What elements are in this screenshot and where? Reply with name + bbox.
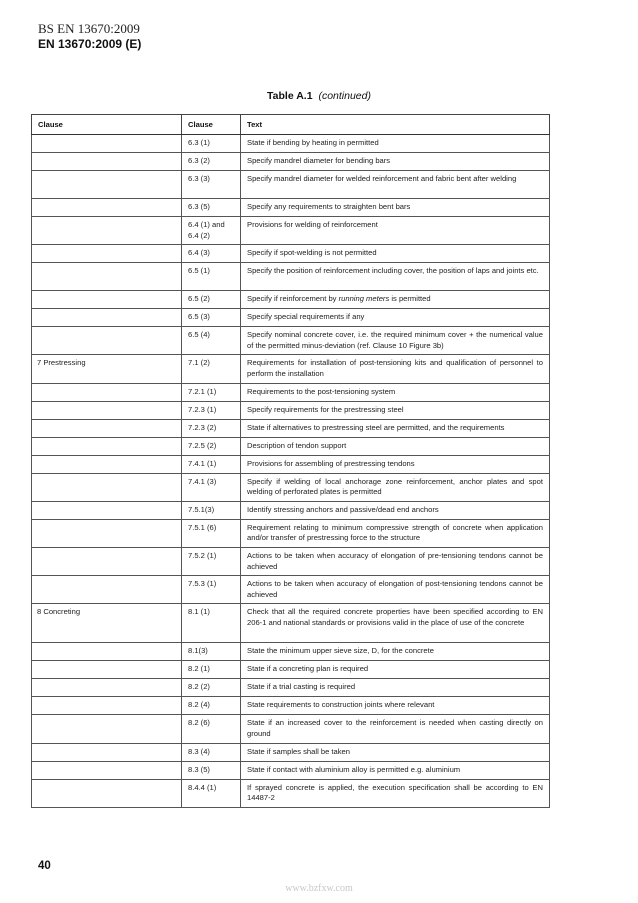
cell-text: Specify any requirements to straighten bent bars [241, 199, 550, 217]
cell-text: State if alternatives to prestressing steel are permitted, and the requirements [241, 419, 550, 437]
cell-subclause: 6.4 (1) and 6.4 (2) [182, 217, 241, 245]
table-row [32, 519, 550, 547]
cell-text: State if an increased cover to the reinforcement is needed when casting directly on ground [241, 715, 550, 743]
cell-clause [32, 263, 182, 291]
cell-subclause: 7.5.1(3) [182, 501, 241, 519]
table-row [32, 761, 550, 779]
cell-clause [32, 761, 182, 779]
cell-subclause: 8.4.4 (1) [182, 779, 241, 807]
cell-clause [32, 643, 182, 661]
cell-clause [32, 501, 182, 519]
cell-subclause: 8.2 (2) [182, 679, 241, 697]
table-row [32, 679, 550, 697]
table-row [32, 437, 550, 455]
cell-text: State if a concreting plan is required [241, 661, 550, 679]
cell-text: State if a trial casting is required [241, 679, 550, 697]
cell-subclause: 7.2.5 (2) [182, 437, 241, 455]
cell-text: Specify if welding of local anchorage zone reinforcement, anchor plates and spot welding of perforated plates is permitted [241, 473, 550, 501]
table-row [32, 743, 550, 761]
cell-subclause: 8.2 (1) [182, 661, 241, 679]
cell-subclause: 6.4 (3) [182, 245, 241, 263]
cell-subclause: 8.2 (6) [182, 715, 241, 743]
table-header-row [32, 115, 550, 135]
cell-text: Identify stressing anchors and passive/dead end anchors [241, 501, 550, 519]
table-row [32, 779, 550, 807]
table-row [32, 135, 550, 153]
cell-text [241, 291, 550, 309]
cell-text: State the minimum upper sieve size, D, for the concrete [241, 643, 550, 661]
cell-clause [32, 547, 182, 575]
cell-text: State requirements to construction joints where relevant [241, 697, 550, 715]
cell-text: Specify mandrel diameter for welded reinforcement and fabric bent after welding [241, 171, 550, 199]
cell-subclause: 8.1(3) [182, 643, 241, 661]
cell-text: Specify nominal concrete cover, i.e. the required minimum cover + the numerical value of the permitted minus-deviation (ref. Clause 10 Figure 3b) [241, 327, 550, 355]
table-caption-suffix: (continued) [318, 90, 371, 102]
cell-clause [32, 153, 182, 171]
cell-subclause: 7.4.1 (1) [182, 455, 241, 473]
table-row [32, 309, 550, 327]
cell-text: Specify if spot-welding is not permitted [241, 245, 550, 263]
table-row [32, 715, 550, 743]
cell-clause [32, 455, 182, 473]
table-row [32, 327, 550, 355]
cell-clause [32, 199, 182, 217]
cell-text: State if samples shall be taken [241, 743, 550, 761]
standard-designation-en: EN 13670:2009 (E) [38, 37, 142, 51]
table-row [32, 576, 550, 604]
cell-clause [32, 245, 182, 263]
cell-clause [32, 437, 182, 455]
cell-subclause: 7.5.1 (6) [182, 519, 241, 547]
table-caption-title: Table A.1 [267, 90, 313, 102]
cell-clause [32, 291, 182, 309]
table-row [32, 291, 550, 309]
table-row [32, 419, 550, 437]
cell-clause [32, 661, 182, 679]
cell-clause [32, 715, 182, 743]
cell-clause [32, 309, 182, 327]
cell-subclause: 8.3 (5) [182, 761, 241, 779]
table-body [32, 135, 550, 808]
cell-clause [32, 576, 182, 604]
cell-text-italic: running meters [338, 294, 390, 304]
table-row [32, 153, 550, 171]
header-subclause: Clause [182, 115, 241, 135]
cell-clause [32, 519, 182, 547]
cell-subclause: 7.1 (2) [182, 355, 241, 383]
table-row [32, 473, 550, 501]
cell-subclause: 7.2.3 (1) [182, 401, 241, 419]
cell-text: Requirements for installation of post-tensioning kits and qualification of personnel to perform the installation [241, 355, 550, 383]
cell-subclause: 7.2.3 (2) [182, 419, 241, 437]
cell-text: Requirement relating to minimum compressive strength of concrete when application and/or transfer of prestressing force to the structure [241, 519, 550, 547]
cell-subclause: 6.5 (3) [182, 309, 241, 327]
cell-clause [32, 779, 182, 807]
cell-clause [32, 327, 182, 355]
cell-subclause: 7.5.3 (1) [182, 576, 241, 604]
table-row [32, 643, 550, 661]
cell-subclause: 6.3 (2) [182, 153, 241, 171]
table-row [32, 661, 550, 679]
cell-subclause: 6.5 (1) [182, 263, 241, 291]
cell-subclause: 6.3 (3) [182, 171, 241, 199]
table-row [32, 355, 550, 383]
cell-text: State if contact with aluminium alloy is permitted e.g. aluminium [241, 761, 550, 779]
requirements-table [31, 114, 550, 808]
cell-text: Description of tendon support [241, 437, 550, 455]
table-row [32, 697, 550, 715]
cell-clause [32, 401, 182, 419]
cell-text: Check that all the required concrete properties have been specified according to EN 206-1 and national standards or provisions valid in the place of use of the concrete [241, 604, 550, 643]
cell-text: Actions to be taken when accuracy of elongation of post-tensioning tendons cannot be achieved [241, 576, 550, 604]
cell-text: Specify requirements for the prestressing steel [241, 401, 550, 419]
cell-subclause: 8.1 (1) [182, 604, 241, 643]
watermark: www.bzfxw.com [285, 883, 353, 894]
cell-text: Specify mandrel diameter for bending bars [241, 153, 550, 171]
cell-subclause: 6.5 (2) [182, 291, 241, 309]
cell-subclause: 7.5.2 (1) [182, 547, 241, 575]
cell-clause [32, 679, 182, 697]
table-caption [0, 90, 638, 102]
cell-text-part: Specify if reinforcement by [247, 294, 339, 304]
header-text: Text [241, 115, 550, 135]
cell-clause [32, 135, 182, 153]
cell-text: Provisions for assembling of prestressing tendons [241, 455, 550, 473]
cell-text: Actions to be taken when accuracy of elongation of pre-tensioning tendons cannot be achieved [241, 547, 550, 575]
header-clause: Clause [32, 115, 182, 135]
cell-text: Requirements to the post-tensioning system [241, 383, 550, 401]
table-row [32, 604, 550, 643]
cell-clause [32, 217, 182, 245]
cell-subclause: 8.2 (4) [182, 697, 241, 715]
table-row [32, 455, 550, 473]
cell-clause [32, 171, 182, 199]
cell-text: State if bending by heating in permitted [241, 135, 550, 153]
table-row [32, 245, 550, 263]
cell-text: Provisions for welding of reinforcement [241, 217, 550, 245]
cell-subclause: 6.3 (5) [182, 199, 241, 217]
cell-clause: 7 Prestressing [32, 355, 182, 383]
table-row [32, 263, 550, 291]
table-row [32, 501, 550, 519]
cell-text: If sprayed concrete is applied, the execution specification shall be according to EN 14487-2 [241, 779, 550, 807]
page-number: 40 [38, 860, 51, 872]
cell-clause [32, 419, 182, 437]
table-row [32, 383, 550, 401]
cell-subclause: 8.3 (4) [182, 743, 241, 761]
cell-subclause: 7.4.1 (3) [182, 473, 241, 501]
cell-text: Specify special requirements if any [241, 309, 550, 327]
cell-subclause: 7.2.1 (1) [182, 383, 241, 401]
cell-text: Specify the position of reinforcement including cover, the position of laps and joints etc. [241, 263, 550, 291]
cell-clause [32, 473, 182, 501]
cell-subclause: 6.3 (1) [182, 135, 241, 153]
cell-clause [32, 697, 182, 715]
standard-designation-bs: BS EN 13670:2009 [38, 21, 140, 36]
cell-clause [32, 383, 182, 401]
table-row [32, 171, 550, 199]
table-row [32, 199, 550, 217]
table-row [32, 401, 550, 419]
cell-text-part: is permitted [389, 294, 431, 304]
table-row [32, 547, 550, 575]
table-row [32, 217, 550, 245]
cell-clause [32, 743, 182, 761]
cell-clause: 8 Concreting [32, 604, 182, 643]
cell-subclause: 6.5 (4) [182, 327, 241, 355]
